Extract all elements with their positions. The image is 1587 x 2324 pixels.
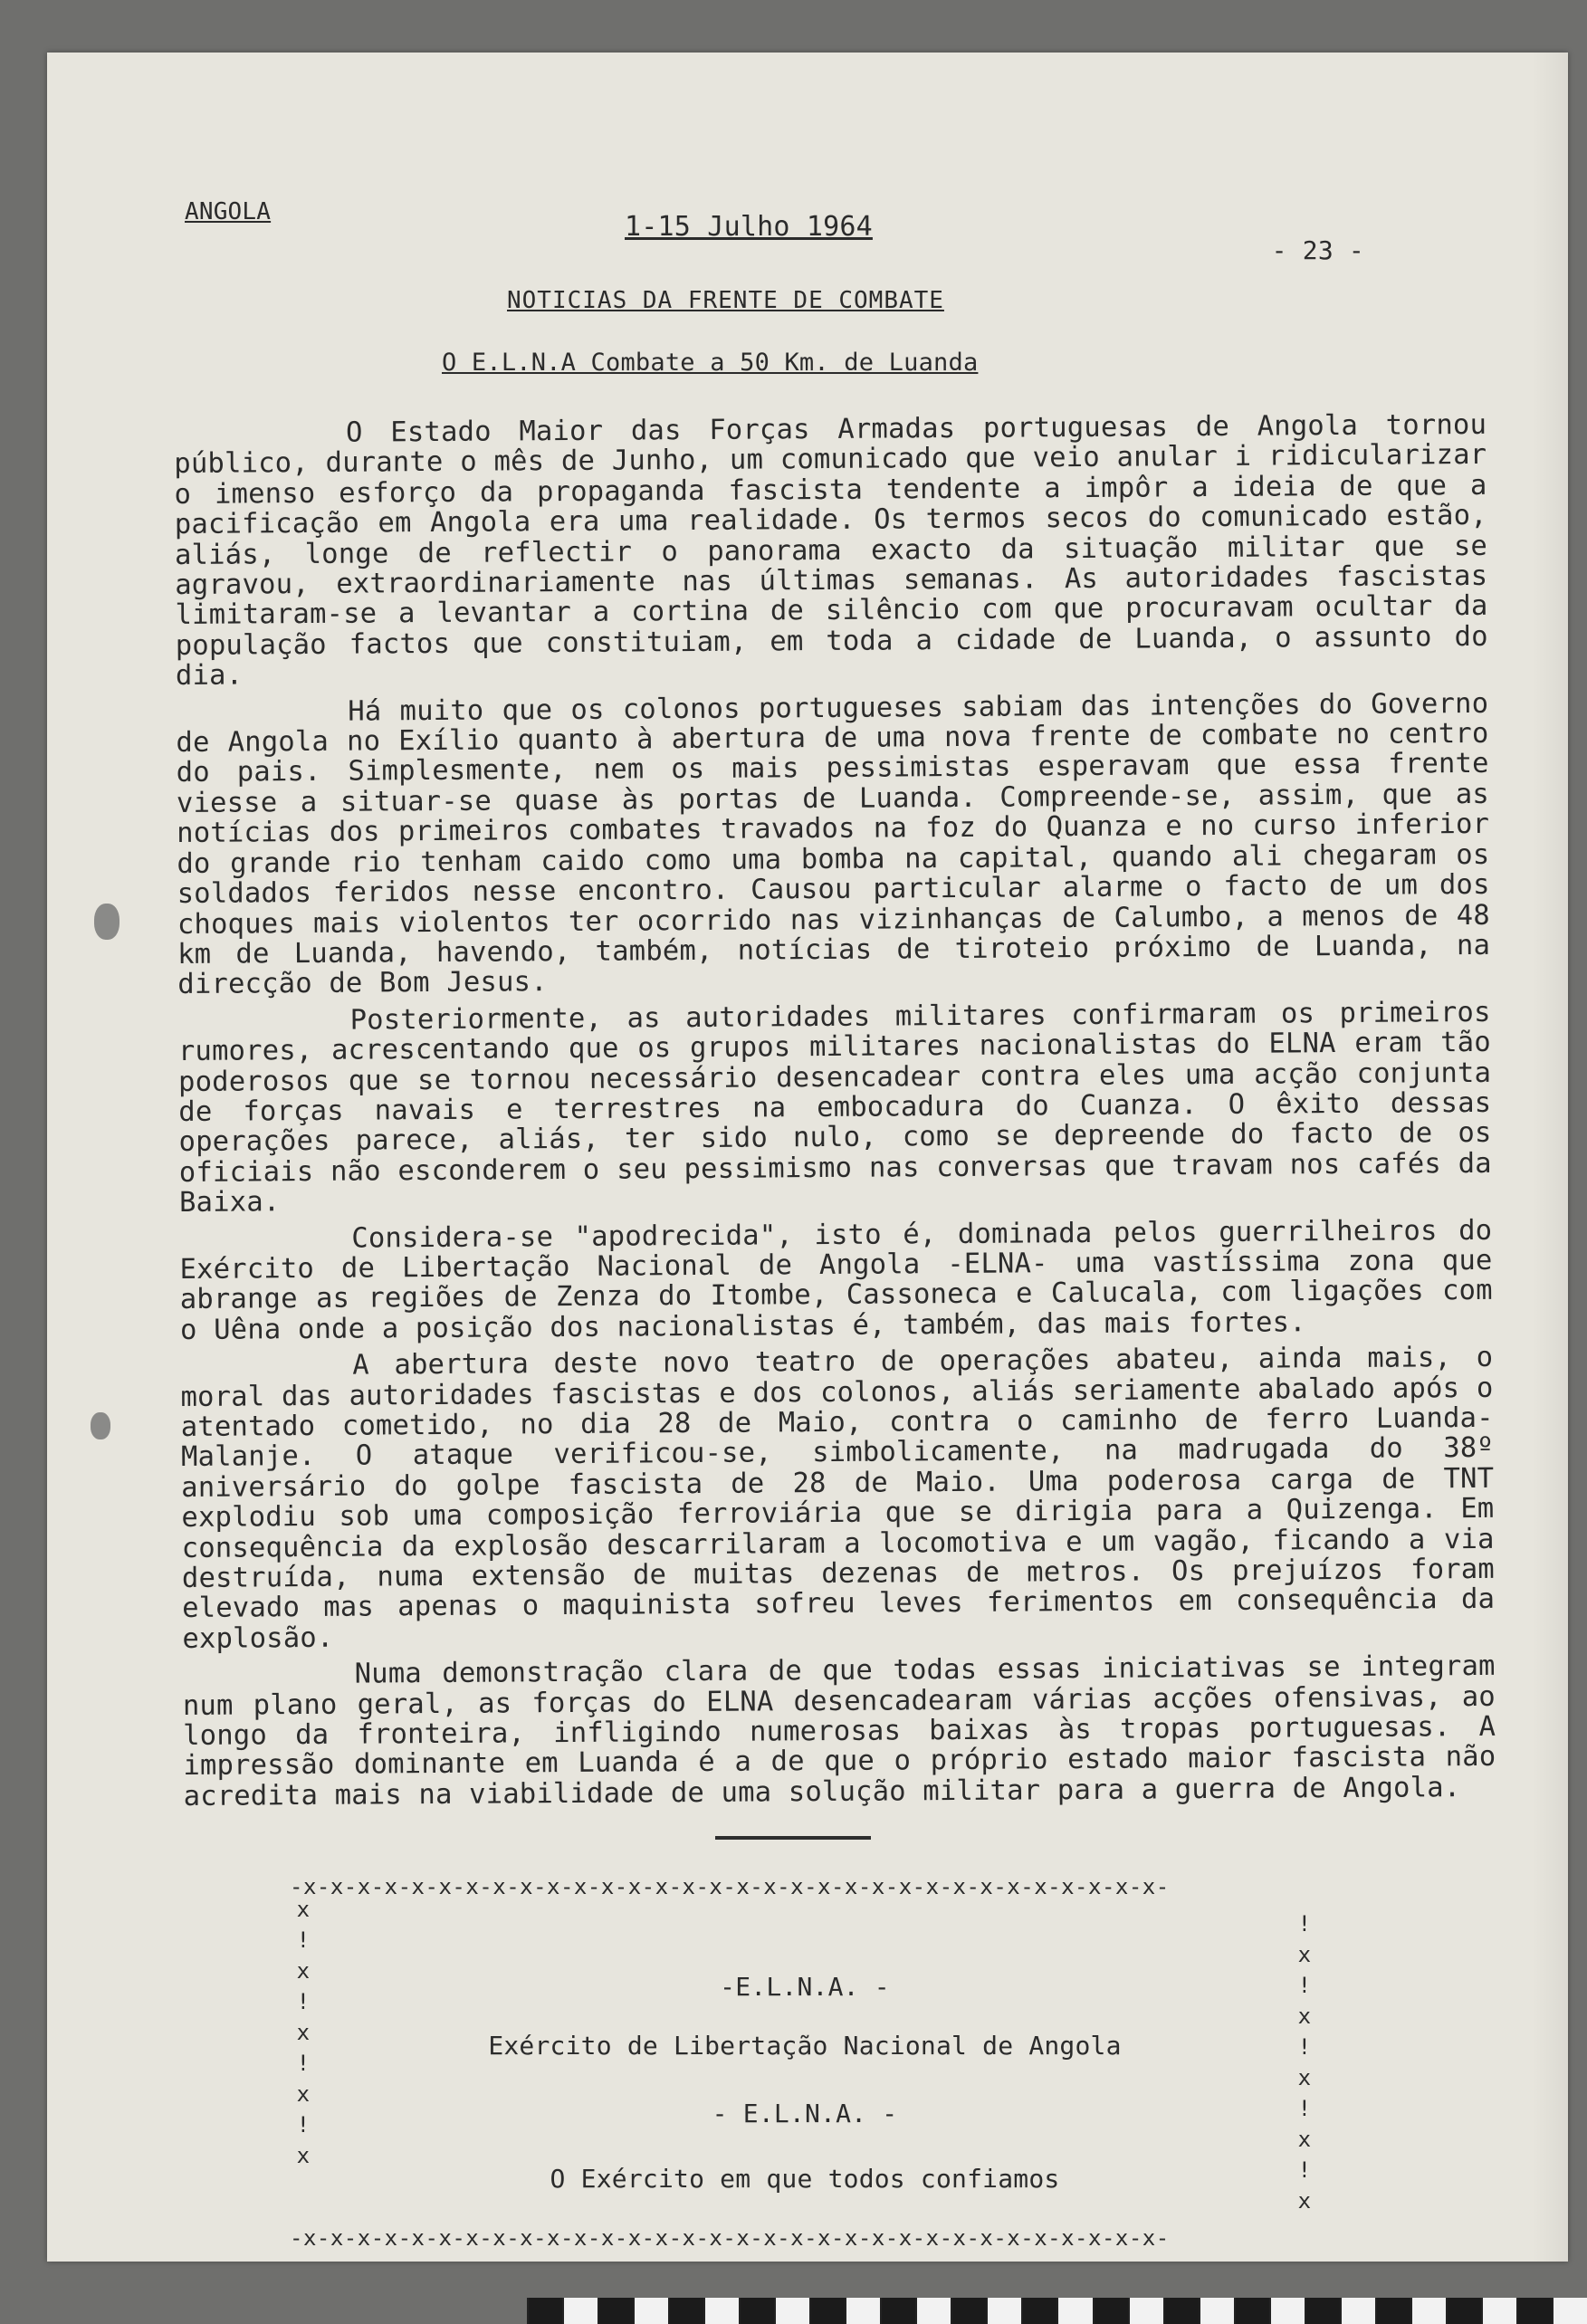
header-country: ANGOLA: [185, 198, 272, 225]
paragraph-6: Numa demonstração clara de que todas essas iniciativas se integram num plano geral, as forças do ELNA desencadearam várias acções ofensivas, ao longo da fronteira, infligindo numerosas baixas às tropas portuguesas. A impressão dominante em Luanda é a de que o próprio estado maior fascista não acredita mais na viabilidade de uma solução militar para a guerra de Angola.: [182, 1650, 1496, 1812]
box-border-left: [293, 1894, 313, 2171]
paragraph-5: A abertura deste novo teatro de operações abateu, ainda mais, o moral das autoridades fascistas e dos colonos, aliás seriamente abalado após o atentado cometido, no dia 28 de Maio, contra o caminho de ferro Luanda-Malanje. O ataque verificou-se, simbolicamente, na madrugada do 38º aniversário do golpe fascista de 28 de Maio. Uma poderosa carga de TNT explodiu sob uma composição ferroviária que se dirigia para a Quizenga. Em consequência da explosão descarrilaram a locomotiva e um vagão, ficando a via destruída, numa extensão de muitas dezenas de metros. Os prejuízos foram elevado mas apenas o maquinista sofreu leves ferimentos em consequência da explosão.: [180, 1342, 1496, 1655]
box-line-full-name: Exército de Libertação Nacional de Angola: [488, 2031, 1122, 2061]
box-line-acronym-2: - E.L.N.A. -: [712, 2099, 898, 2128]
box-line-acronym: -E.L.N.A. -: [720, 1972, 890, 2002]
elna-slogan-box: [290, 1872, 1320, 2251]
header-date: 1-15 Julho 1964: [625, 211, 873, 243]
page-edge-shade: [1532, 53, 1568, 2262]
paragraph-2: Há muito que os colonos portugueses sabiam das intenções do Governo de Angola no Exílio quanto à abertura de uma nova frente de combate no centro do pais. Simplesmente, nem os mais pessimistas esperavam que essa frente viesse a situar-se quase às portas de Luanda. Compreende-se, assim, que as notícias dos primeiros combates travados na foz do Quanza e no curso inferior do grande rio tenham caido como uma bomba na capital, quando ali chegaram os soldados feridos nesse encontro. Causou particular alarme o facto de um dos choques mais violentos ter ocorrido nas vizinhanças de Calumbo, a menos de 48 km de Luanda, havendo, também, notícias de tiroteio próximo de Luanda, na direcção de Bom Jesus.: [176, 687, 1491, 1001]
box-border-right-text: ! x ! x ! x ! x ! x: [1297, 1911, 1312, 2214]
paragraph-4: Considera-se "apodrecida", isto é, dominada pelos guerrilheiros do Exército de Libertação Nacional de Angola -ELNA- uma vastíssima zona que abrange as regiões de Zenza do Itombe, Cassoneca e Calucala, com ligações com o Uêna onde a posição dos nacionalistas é, também, das mais fortes.: [179, 1214, 1493, 1346]
box-border-left-text: x ! x ! x ! x ! x: [296, 1897, 311, 2168]
box-border-top: -x-x-x-x-x-x-x-x-x-x-x-x-x-x-x-x-x-x-x-x-x-x-x-x-x-x-x-x-x-x-x-x-: [290, 1874, 1170, 1899]
section-title: NOTICIAS DA FRENTE DE COMBATE: [507, 287, 944, 314]
separator-rule: [715, 1836, 871, 1840]
box-border-bottom: -x-x-x-x-x-x-x-x-x-x-x-x-x-x-x-x-x-x-x-x-x-x-x-x-x-x-x-x-x-x-x-x-: [290, 2225, 1170, 2251]
punch-hole-lower: [91, 1412, 110, 1439]
box-border-right: [1295, 1908, 1315, 2216]
article-title: O E.L.N.A Combate a 50 Km. de Luanda: [442, 349, 979, 377]
punch-hole-upper: [94, 904, 120, 940]
document-page: [47, 53, 1568, 2262]
article-body: [174, 410, 1496, 1818]
page-number: - 23 -: [1271, 235, 1364, 265]
box-line-motto: O Exército em que todos confiamos: [550, 2164, 1060, 2194]
paragraph-3: Posteriormente, as autoridades militares confirmaram os primeiros rumores, acrescentando que os grupos militares nacionalistas do ELNA eram tão poderosos que se tornou necessário desencadear contra eles uma acção conjunta de forças navais e terrestres na embocadura do Cuanza. O êxito dessas operações parece, aliás, ter sido nulo, como se depreende do facto de os oficiais não esconderem o seu pessimismo nas conversas que travam nos cafés da Baixa.: [177, 996, 1492, 1219]
scan-scale-bar: [527, 2298, 1587, 2324]
paragraph-1: O Estado Maior das Forças Armadas portuguesas de Angola tornou público, durante o mês de Junho, um comunicado que veio anular i ridicularizar o imenso esforço da propaganda fascista tendente a impôr a ideia de que a pacificação em Angola era uma realidade. Os termos secos do comunicado estão, aliás, longe de reflectir o panorama exacto da situação militar que se agravou, extraordinariamente nas últimas semanas. As autoridades fascistas limitaram-se a levantar a cortina de silêncio com que procuravam ocultar da população factos que constituiam, em toda a cidade de Luanda, o assunto do dia.: [174, 408, 1488, 693]
